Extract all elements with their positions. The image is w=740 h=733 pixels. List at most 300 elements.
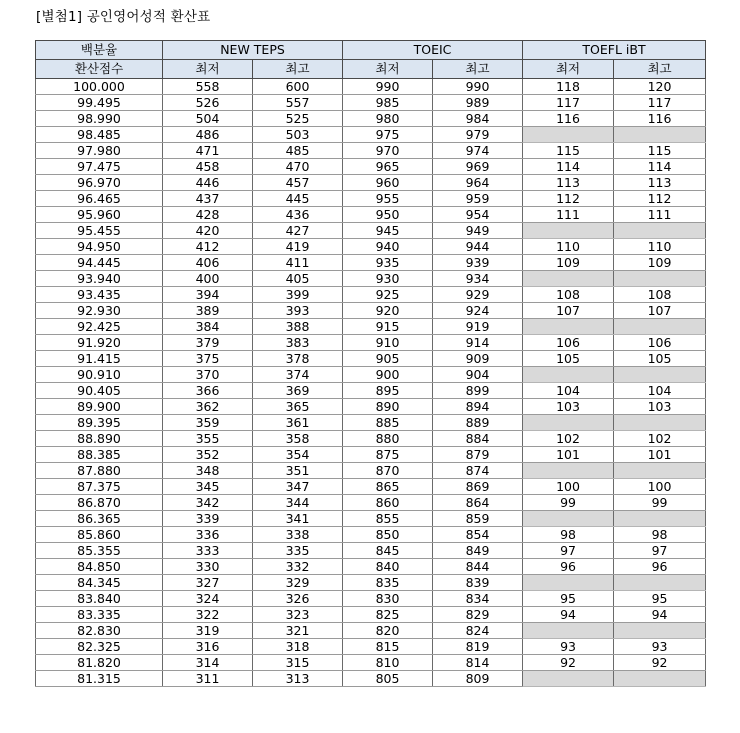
percent-cell: 85.860 <box>36 527 163 543</box>
percent-cell: 97.475 <box>36 159 163 175</box>
percent-cell: 95.455 <box>36 223 163 239</box>
toeic-max-cell: 894 <box>433 399 523 415</box>
toeic-min-cell: 950 <box>343 207 433 223</box>
toeic-min-cell: 895 <box>343 383 433 399</box>
teps-min-cell: 348 <box>163 463 253 479</box>
toeic-min-cell: 960 <box>343 175 433 191</box>
toeic-min-cell: 870 <box>343 463 433 479</box>
toeic-max-cell: 884 <box>433 431 523 447</box>
toeic-min-cell: 915 <box>343 319 433 335</box>
toeic-max-cell: 874 <box>433 463 523 479</box>
percent-cell: 89.395 <box>36 415 163 431</box>
toeic-min-cell: 990 <box>343 79 433 95</box>
teps-max-cell: 399 <box>253 287 343 303</box>
teps-max-cell: 344 <box>253 495 343 511</box>
teps-max-cell: 358 <box>253 431 343 447</box>
teps-max-cell: 436 <box>253 207 343 223</box>
toefl-max-cell: 108 <box>614 287 706 303</box>
percent-cell: 90.405 <box>36 383 163 399</box>
table-row <box>36 271 706 287</box>
table-row <box>36 495 706 511</box>
toeic-min-cell: 970 <box>343 143 433 159</box>
toefl-max-cell <box>614 415 706 431</box>
toefl-max-cell: 111 <box>614 207 706 223</box>
page-title: [별첨1] 공인영어성적 환산표 <box>36 9 211 25</box>
percent-cell: 98.485 <box>36 127 163 143</box>
toeic-min-header: 최저 <box>343 60 433 79</box>
toefl-max-cell: 93 <box>614 639 706 655</box>
percent-cell: 83.840 <box>36 591 163 607</box>
table-row <box>36 575 706 591</box>
toefl-max-cell: 98 <box>614 527 706 543</box>
teps-min-cell: 324 <box>163 591 253 607</box>
toeic-min-cell: 905 <box>343 351 433 367</box>
toefl-max-cell <box>614 223 706 239</box>
teps-min-cell: 389 <box>163 303 253 319</box>
toefl-min-cell: 100 <box>523 479 614 495</box>
toeic-min-cell: 965 <box>343 159 433 175</box>
percent-cell: 89.900 <box>36 399 163 415</box>
toefl-min-cell <box>523 511 614 527</box>
toefl-min-cell: 101 <box>523 447 614 463</box>
toefl-max-cell <box>614 623 706 639</box>
teps-min-cell: 314 <box>163 655 253 671</box>
teps-max-cell: 374 <box>253 367 343 383</box>
toefl-min-cell: 116 <box>523 111 614 127</box>
percent-cell: 91.415 <box>36 351 163 367</box>
percent-cell: 88.890 <box>36 431 163 447</box>
toeic-min-cell: 975 <box>343 127 433 143</box>
table-row <box>36 175 706 191</box>
percent-cell: 82.830 <box>36 623 163 639</box>
toefl-max-cell: 97 <box>614 543 706 559</box>
table-row <box>36 383 706 399</box>
toefl-max-cell: 94 <box>614 607 706 623</box>
teps-min-cell: 362 <box>163 399 253 415</box>
table-row <box>36 671 706 687</box>
table-row <box>36 159 706 175</box>
toeic-max-cell: 839 <box>433 575 523 591</box>
teps-min-cell: 428 <box>163 207 253 223</box>
toeic-max-cell: 904 <box>433 367 523 383</box>
table-row <box>36 607 706 623</box>
percent-cell: 83.335 <box>36 607 163 623</box>
toefl-max-cell <box>614 671 706 687</box>
table-row <box>36 191 706 207</box>
toefl-max-cell <box>614 127 706 143</box>
table-row <box>36 351 706 367</box>
toeic-min-cell: 925 <box>343 287 433 303</box>
toeic-max-cell: 879 <box>433 447 523 463</box>
percent-cell: 92.425 <box>36 319 163 335</box>
teps-min-cell: 526 <box>163 95 253 111</box>
toeic-max-header: 최고 <box>433 60 523 79</box>
toefl-min-cell: 92 <box>523 655 614 671</box>
teps-max-cell: 315 <box>253 655 343 671</box>
teps-min-cell: 370 <box>163 367 253 383</box>
toefl-min-cell: 110 <box>523 239 614 255</box>
toefl-max-cell <box>614 367 706 383</box>
toefl-max-cell: 120 <box>614 79 706 95</box>
header-row-groups <box>36 41 706 60</box>
toeic-min-cell: 985 <box>343 95 433 111</box>
teps-min-cell: 322 <box>163 607 253 623</box>
toefl-min-cell: 106 <box>523 335 614 351</box>
percent-header-top: 백분율 <box>36 41 163 60</box>
toefl-max-cell: 105 <box>614 351 706 367</box>
teps-max-cell: 332 <box>253 559 343 575</box>
toefl-min-cell: 104 <box>523 383 614 399</box>
teps-min-cell: 352 <box>163 447 253 463</box>
toeic-min-cell: 845 <box>343 543 433 559</box>
toeic-max-cell: 929 <box>433 287 523 303</box>
teps-max-header: 최고 <box>253 60 343 79</box>
toefl-max-cell: 92 <box>614 655 706 671</box>
teps-min-cell: 339 <box>163 511 253 527</box>
teps-max-cell: 369 <box>253 383 343 399</box>
toeic-max-cell: 834 <box>433 591 523 607</box>
toefl-min-cell <box>523 623 614 639</box>
toeic-min-cell: 825 <box>343 607 433 623</box>
toeic-max-cell: 944 <box>433 239 523 255</box>
teps-max-cell: 557 <box>253 95 343 111</box>
toeic-min-cell: 945 <box>343 223 433 239</box>
toeic-max-cell: 854 <box>433 527 523 543</box>
percent-cell: 84.345 <box>36 575 163 591</box>
toefl-max-cell: 103 <box>614 399 706 415</box>
teps-max-cell: 383 <box>253 335 343 351</box>
toefl-min-cell: 103 <box>523 399 614 415</box>
teps-min-cell: 359 <box>163 415 253 431</box>
toefl-min-cell: 107 <box>523 303 614 319</box>
toeic-max-cell: 964 <box>433 175 523 191</box>
toefl-min-cell: 99 <box>523 495 614 511</box>
toeic-max-cell: 824 <box>433 623 523 639</box>
teps-max-cell: 365 <box>253 399 343 415</box>
toeic-min-cell: 885 <box>343 415 433 431</box>
percent-cell: 87.880 <box>36 463 163 479</box>
toefl-max-cell: 114 <box>614 159 706 175</box>
table-row <box>36 639 706 655</box>
toeic-max-cell: 984 <box>433 111 523 127</box>
toeic-max-cell: 934 <box>433 271 523 287</box>
toeic-max-cell: 819 <box>433 639 523 655</box>
toeic-max-cell: 949 <box>433 223 523 239</box>
percent-cell: 98.990 <box>36 111 163 127</box>
toefl-max-cell: 95 <box>614 591 706 607</box>
toefl-min-cell <box>523 415 614 431</box>
toefl-min-cell: 109 <box>523 255 614 271</box>
teps-max-cell: 419 <box>253 239 343 255</box>
toefl-max-cell: 109 <box>614 255 706 271</box>
toeic-max-cell: 989 <box>433 95 523 111</box>
table-row <box>36 559 706 575</box>
toeic-max-cell: 869 <box>433 479 523 495</box>
toeic-max-cell: 974 <box>433 143 523 159</box>
header-row-minmax <box>36 60 706 79</box>
toefl-min-cell: 105 <box>523 351 614 367</box>
teps-min-cell: 437 <box>163 191 253 207</box>
toeic-max-cell: 889 <box>433 415 523 431</box>
teps-max-cell: 326 <box>253 591 343 607</box>
teps-min-cell: 327 <box>163 575 253 591</box>
toeic-max-cell: 909 <box>433 351 523 367</box>
toeic-min-cell: 815 <box>343 639 433 655</box>
toeic-max-cell: 844 <box>433 559 523 575</box>
teps-min-cell: 333 <box>163 543 253 559</box>
toeic-min-cell: 910 <box>343 335 433 351</box>
toefl-min-cell: 115 <box>523 143 614 159</box>
toefl-min-cell: 102 <box>523 431 614 447</box>
toeic-max-cell: 899 <box>433 383 523 399</box>
table-row <box>36 319 706 335</box>
table-row <box>36 479 706 495</box>
percent-cell: 81.820 <box>36 655 163 671</box>
table-row <box>36 511 706 527</box>
teps-min-cell: 471 <box>163 143 253 159</box>
teps-min-header: 최저 <box>163 60 253 79</box>
table-row <box>36 431 706 447</box>
teps-min-cell: 330 <box>163 559 253 575</box>
percent-cell: 82.325 <box>36 639 163 655</box>
score-conversion-table <box>35 40 706 687</box>
toefl-max-cell: 117 <box>614 95 706 111</box>
toefl-min-header: 최저 <box>523 60 614 79</box>
toefl-min-cell <box>523 127 614 143</box>
toefl-max-cell: 107 <box>614 303 706 319</box>
percent-cell: 96.970 <box>36 175 163 191</box>
percent-cell: 96.465 <box>36 191 163 207</box>
group-header-toeic: TOEIC <box>343 41 523 60</box>
teps-max-cell: 321 <box>253 623 343 639</box>
teps-max-cell: 427 <box>253 223 343 239</box>
teps-max-cell: 470 <box>253 159 343 175</box>
toeic-max-cell: 914 <box>433 335 523 351</box>
percent-cell: 87.375 <box>36 479 163 495</box>
table-row <box>36 543 706 559</box>
toeic-min-cell: 880 <box>343 431 433 447</box>
toeic-min-cell: 900 <box>343 367 433 383</box>
teps-max-cell: 361 <box>253 415 343 431</box>
group-header-toefl: TOEFL iBT <box>523 41 706 60</box>
table-row <box>36 335 706 351</box>
table-row <box>36 239 706 255</box>
table-row <box>36 415 706 431</box>
toefl-min-cell: 96 <box>523 559 614 575</box>
teps-min-cell: 458 <box>163 159 253 175</box>
teps-min-cell: 342 <box>163 495 253 511</box>
toeic-min-cell: 855 <box>343 511 433 527</box>
table-row <box>36 655 706 671</box>
percent-cell: 99.495 <box>36 95 163 111</box>
teps-min-cell: 319 <box>163 623 253 639</box>
table-row <box>36 463 706 479</box>
toeic-min-cell: 835 <box>343 575 433 591</box>
percent-cell: 93.435 <box>36 287 163 303</box>
toefl-min-cell <box>523 319 614 335</box>
toefl-min-cell: 93 <box>523 639 614 655</box>
percent-cell: 93.940 <box>36 271 163 287</box>
table-row <box>36 223 706 239</box>
teps-max-cell: 485 <box>253 143 343 159</box>
percent-cell: 90.910 <box>36 367 163 383</box>
toeic-max-cell: 924 <box>433 303 523 319</box>
toeic-min-cell: 830 <box>343 591 433 607</box>
toefl-min-cell: 118 <box>523 79 614 95</box>
teps-min-cell: 345 <box>163 479 253 495</box>
toeic-max-cell: 939 <box>433 255 523 271</box>
teps-min-cell: 400 <box>163 271 253 287</box>
group-header-teps: NEW TEPS <box>163 41 343 60</box>
teps-max-cell: 388 <box>253 319 343 335</box>
toefl-max-cell: 112 <box>614 191 706 207</box>
toeic-max-cell: 990 <box>433 79 523 95</box>
toeic-min-cell: 980 <box>343 111 433 127</box>
toefl-max-cell: 96 <box>614 559 706 575</box>
table-row <box>36 623 706 639</box>
table-row <box>36 287 706 303</box>
table-row <box>36 399 706 415</box>
toeic-max-cell: 864 <box>433 495 523 511</box>
toeic-min-cell: 940 <box>343 239 433 255</box>
toefl-max-cell <box>614 319 706 335</box>
teps-max-cell: 354 <box>253 447 343 463</box>
toefl-min-cell: 98 <box>523 527 614 543</box>
toefl-min-cell <box>523 223 614 239</box>
toeic-max-cell: 849 <box>433 543 523 559</box>
toeic-min-cell: 930 <box>343 271 433 287</box>
toefl-max-cell: 116 <box>614 111 706 127</box>
toefl-min-cell: 111 <box>523 207 614 223</box>
teps-min-cell: 504 <box>163 111 253 127</box>
toefl-min-cell: 113 <box>523 175 614 191</box>
toefl-min-cell <box>523 271 614 287</box>
percent-cell: 100.000 <box>36 79 163 95</box>
toeic-max-cell: 979 <box>433 127 523 143</box>
toefl-max-cell: 99 <box>614 495 706 511</box>
toefl-min-cell: 94 <box>523 607 614 623</box>
teps-max-cell: 318 <box>253 639 343 655</box>
table-row <box>36 591 706 607</box>
toeic-max-cell: 829 <box>433 607 523 623</box>
toeic-max-cell: 809 <box>433 671 523 687</box>
table-row <box>36 447 706 463</box>
toefl-max-cell <box>614 271 706 287</box>
teps-max-cell: 445 <box>253 191 343 207</box>
toeic-max-cell: 919 <box>433 319 523 335</box>
toeic-min-cell: 875 <box>343 447 433 463</box>
teps-max-cell: 347 <box>253 479 343 495</box>
toeic-min-cell: 810 <box>343 655 433 671</box>
table-row <box>36 127 706 143</box>
table-row <box>36 79 706 95</box>
toeic-min-cell: 920 <box>343 303 433 319</box>
table-row <box>36 143 706 159</box>
table-row <box>36 111 706 127</box>
table-row <box>36 95 706 111</box>
teps-min-cell: 355 <box>163 431 253 447</box>
toeic-min-cell: 935 <box>343 255 433 271</box>
toeic-max-cell: 814 <box>433 655 523 671</box>
teps-min-cell: 486 <box>163 127 253 143</box>
toefl-max-cell: 110 <box>614 239 706 255</box>
percent-cell: 84.850 <box>36 559 163 575</box>
toefl-min-cell: 108 <box>523 287 614 303</box>
toeic-min-cell: 840 <box>343 559 433 575</box>
teps-max-cell: 378 <box>253 351 343 367</box>
toefl-max-cell: 102 <box>614 431 706 447</box>
teps-max-cell: 335 <box>253 543 343 559</box>
teps-max-cell: 351 <box>253 463 343 479</box>
teps-max-cell: 525 <box>253 111 343 127</box>
teps-min-cell: 366 <box>163 383 253 399</box>
toeic-min-cell: 860 <box>343 495 433 511</box>
percent-cell: 91.920 <box>36 335 163 351</box>
toefl-max-cell <box>614 575 706 591</box>
teps-min-cell: 336 <box>163 527 253 543</box>
teps-max-cell: 503 <box>253 127 343 143</box>
teps-max-cell: 393 <box>253 303 343 319</box>
teps-min-cell: 394 <box>163 287 253 303</box>
teps-min-cell: 406 <box>163 255 253 271</box>
percent-cell: 94.950 <box>36 239 163 255</box>
teps-min-cell: 412 <box>163 239 253 255</box>
toefl-max-cell <box>614 511 706 527</box>
toefl-max-cell: 104 <box>614 383 706 399</box>
toefl-max-cell: 113 <box>614 175 706 191</box>
teps-max-cell: 341 <box>253 511 343 527</box>
teps-max-cell: 329 <box>253 575 343 591</box>
toeic-min-cell: 890 <box>343 399 433 415</box>
table-row <box>36 255 706 271</box>
table-row <box>36 303 706 319</box>
teps-max-cell: 600 <box>253 79 343 95</box>
toeic-min-cell: 865 <box>343 479 433 495</box>
toefl-min-cell <box>523 367 614 383</box>
toefl-max-cell: 101 <box>614 447 706 463</box>
percent-cell: 95.960 <box>36 207 163 223</box>
toeic-min-cell: 805 <box>343 671 433 687</box>
toefl-max-cell <box>614 463 706 479</box>
toeic-min-cell: 850 <box>343 527 433 543</box>
table-row <box>36 367 706 383</box>
teps-max-cell: 457 <box>253 175 343 191</box>
toeic-max-cell: 959 <box>433 191 523 207</box>
percent-cell: 88.385 <box>36 447 163 463</box>
teps-max-cell: 323 <box>253 607 343 623</box>
table-row <box>36 207 706 223</box>
teps-max-cell: 411 <box>253 255 343 271</box>
percent-cell: 86.870 <box>36 495 163 511</box>
toeic-min-cell: 955 <box>343 191 433 207</box>
teps-max-cell: 338 <box>253 527 343 543</box>
percent-cell: 86.365 <box>36 511 163 527</box>
toefl-min-cell <box>523 671 614 687</box>
toefl-min-cell: 97 <box>523 543 614 559</box>
toefl-max-cell: 106 <box>614 335 706 351</box>
teps-max-cell: 405 <box>253 271 343 287</box>
teps-min-cell: 558 <box>163 79 253 95</box>
toefl-min-cell <box>523 463 614 479</box>
toefl-min-cell <box>523 575 614 591</box>
toeic-max-cell: 859 <box>433 511 523 527</box>
toefl-min-cell: 117 <box>523 95 614 111</box>
teps-min-cell: 316 <box>163 639 253 655</box>
table-body <box>36 79 706 687</box>
percent-header-bottom: 환산점수 <box>36 60 163 79</box>
teps-min-cell: 384 <box>163 319 253 335</box>
toefl-min-cell: 114 <box>523 159 614 175</box>
